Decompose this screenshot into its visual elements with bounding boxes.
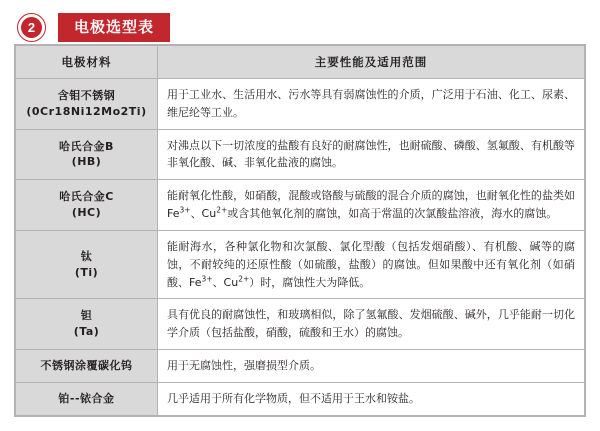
column-header-material: 电极材料	[16, 46, 158, 79]
ion-charge: 3+	[201, 273, 213, 283]
table-row	[16, 129, 585, 180]
cell-material	[16, 129, 158, 180]
description-text: 用于无腐蚀性，强磨损型介质。	[167, 358, 321, 372]
material-code: (0Cr18Ni12Mo2Ti)	[26, 104, 147, 118]
ion-charge: 3+	[179, 205, 191, 215]
cell-material	[16, 382, 158, 415]
cell-material	[16, 79, 158, 130]
cell-description	[158, 349, 585, 382]
material-code: (HB)	[71, 155, 102, 169]
table-head	[16, 46, 585, 79]
material-name: 钽	[80, 309, 93, 323]
table-row	[16, 180, 585, 231]
description-text: ）时，腐蚀性大为降低。	[249, 275, 371, 289]
material-name: 不锈钢涂覆碳化钨	[40, 358, 133, 372]
description-text: 能耐海水，各种氯化物和次氯酸、氯化型酸（包括发烟硝酸）、有机酸、碱等的腐蚀，不耐较纯的还原性酸（如硫酸，盐酸）的腐蚀。但如果酸中还有氧化剂（如硝酸、Fe	[167, 239, 575, 289]
table-header-row	[16, 46, 585, 79]
document-header	[0, 0, 600, 44]
table-row	[16, 79, 585, 130]
table-body	[16, 79, 585, 416]
cell-material	[16, 230, 158, 298]
ion-charge: 2+	[238, 273, 250, 283]
description-text: 或含其他氧化剂的腐蚀，如高于常温的次氯酸盐溶液，海水的腐蚀。	[227, 207, 558, 221]
description-text: 具有优良的耐腐蚀性，和玻璃相似，除了氢氟酸、发烟硫酸、碱外，几乎能耐一切化学介质（包括盐酸，硝酸，硫酸和王水）的腐蚀。	[167, 308, 575, 340]
description-text: 几乎适用于所有化学物质，但不适用于王水和铵盐。	[167, 391, 420, 405]
description-text: 对沸点以下一切浓度的盐酸有良好的耐腐蚀性，也耐硫酸、磷酸、氢氟酸、有机酸等非氧化酸、碱、非氧化盐液的腐蚀。	[167, 138, 575, 170]
ion-charge: 2+	[216, 205, 228, 215]
cell-description	[158, 129, 585, 180]
table-row	[16, 382, 585, 415]
material-code: (Ti)	[74, 265, 99, 279]
table-row	[16, 299, 585, 350]
table-row	[16, 230, 585, 298]
description-text: 用于工业水、生活用水、污水等具有弱腐蚀性的介质，广泛用于石油、化工、尿素、维尼纶等工业。	[167, 88, 575, 119]
section-badge-number: 2	[21, 17, 42, 38]
table-row	[16, 349, 585, 382]
cell-description	[158, 180, 585, 231]
cell-description	[158, 382, 585, 415]
cell-description	[158, 79, 585, 130]
description-text: 、Cu	[212, 275, 239, 289]
material-code: (Ta)	[73, 325, 100, 339]
section-badge	[17, 13, 46, 42]
cell-description	[158, 299, 585, 350]
material-name: 含钼不锈钢	[57, 88, 116, 102]
cell-material	[16, 299, 158, 350]
column-header-description: 主要性能及适用范围	[158, 46, 585, 79]
cell-material	[16, 180, 158, 231]
material-name: 哈氏合金B	[59, 139, 114, 153]
material-code: (HC)	[71, 206, 102, 220]
material-name: 哈氏合金C	[59, 190, 114, 204]
cell-description	[158, 230, 585, 298]
material-name: 钛	[80, 249, 93, 263]
page-title: 电极选型表	[58, 13, 170, 42]
description-text: 、Cu	[190, 207, 217, 221]
electrode-selection-table	[14, 44, 586, 417]
table	[15, 45, 585, 416]
material-name: 铂--铱合金	[58, 391, 115, 405]
description-text: 能耐氧化性酸，如硝酸，混酸或铬酸与硫酸的混合介质的腐蚀，也耐氧化性的盐类如Fe	[167, 189, 575, 221]
cell-material	[16, 349, 158, 382]
